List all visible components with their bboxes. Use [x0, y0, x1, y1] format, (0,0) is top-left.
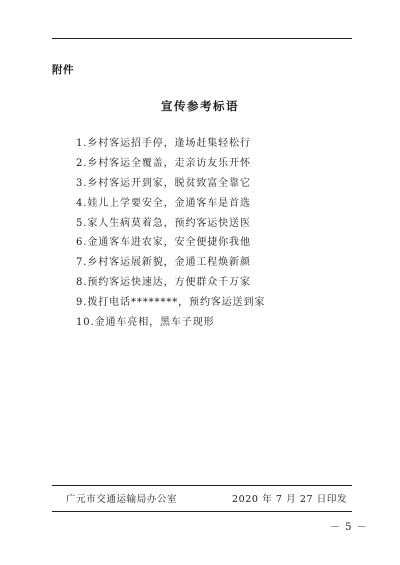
slogan-item: 2.乡村客运全覆盖，走亲访友乐开怀: [76, 157, 251, 169]
footer-bottom-rule: [52, 511, 352, 512]
slogan-item: 4.娃儿上学要安全，金通客车是首选: [76, 197, 251, 209]
slogan-item: 10.金通车亮相，黑车子现形: [76, 317, 215, 329]
slogan-item: 7.乡村客运展新貌，金通工程焕新颜: [76, 257, 251, 269]
print-date: 2020 年 7 月 27 日印发: [232, 494, 348, 505]
footer-top-rule: [52, 485, 352, 486]
slogan-item: 6.金通客车进农家，安全便捷你我他: [76, 237, 251, 249]
slogan-item: 9.拨打电话********，预约客运送到家: [76, 297, 266, 309]
slogan-item: 8.预约客运快速达，方便群众千万家: [76, 277, 251, 289]
document-title: 宣传参考标语: [161, 99, 239, 113]
slogan-item: 1.乡村客运招手停，逢场赶集轻松行: [76, 138, 251, 149]
slogan-list: [76, 137, 265, 336]
slogan-item: 3.乡村客运开到家，脱贫致富全靠它: [76, 177, 251, 189]
attachment-label: 附件: [52, 64, 74, 76]
issuer-name: 广元市交通运输局办公室: [66, 494, 178, 505]
slogan-item: 5.家人生病莫着急，预约客运快送医: [76, 217, 251, 229]
header-rule: [52, 38, 352, 39]
page-number: － 5 －: [330, 522, 368, 533]
